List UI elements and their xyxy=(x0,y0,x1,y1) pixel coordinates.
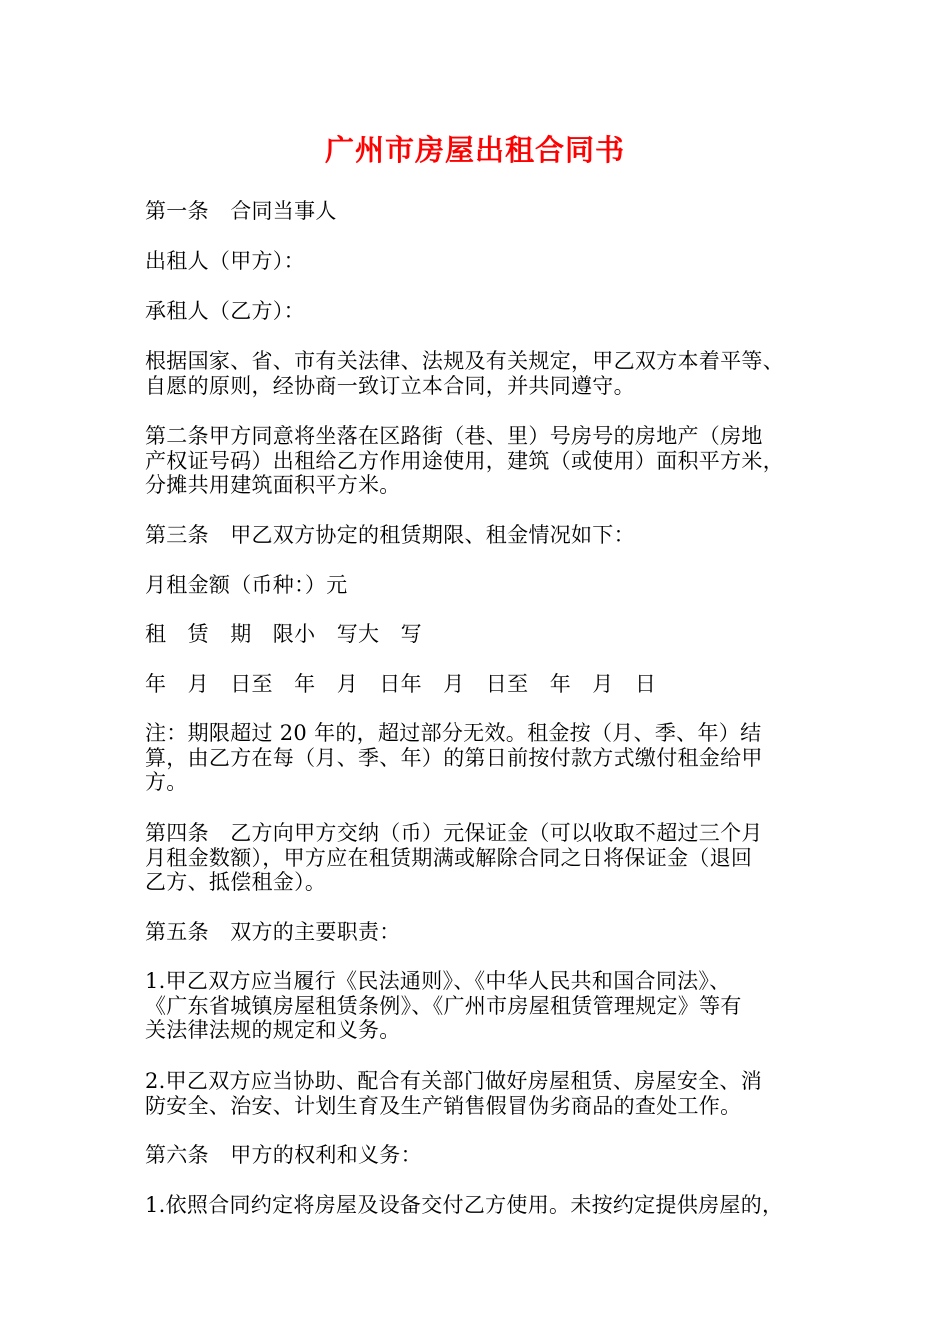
lease-dates-line: 年 月 日至 年 月 日年 月 日至 年 月 日 xyxy=(145,672,657,696)
lessee-field: 承租人（乙方）： xyxy=(145,299,305,323)
monthly-rent-line: 月租金额（币种：）元 xyxy=(145,573,348,597)
document-title: 广州市房屋出租合同书 xyxy=(324,133,625,167)
article-2-paragraph: 第二条甲方同意将坐落在区路街（巷、里）号房号的房地产（房地 产权证号码）出租给乙方作用途使用，建筑（或使用）面积平方米， 分摊共用建筑面积平方米。 xyxy=(145,424,784,497)
article-6-heading: 第六条 甲方的权利和义务： xyxy=(145,1143,422,1167)
article-5-item-2: 2.甲乙双方应当协助、配合有关部门做好房屋租赁、房屋安全、消 防安全、治安、计划生育及生产销售假冒伪劣商品的查处工作。 xyxy=(145,1069,763,1118)
article-5-heading: 第五条 双方的主要职责： xyxy=(145,920,401,944)
article-6-item-1: 1.依照合同约定将房屋及设备交付乙方使用。未按约定提供房屋的， xyxy=(145,1193,784,1217)
article-4-paragraph: 第四条 乙方向甲方交纳（币）元保证金（可以收取不超过三个月 月租金数额），甲方应在租赁期满或解除合同之日将保证金（退回 乙方、抵偿租金）。 xyxy=(145,821,763,894)
lease-term-header-line: 租 赁 期 限小 写大 写 xyxy=(145,622,422,646)
preamble-paragraph: 根据国家、省、市有关法律、法规及有关规定，甲乙双方本着平等、 自愿的原则，经协商一致订立本合同，并共同遵守。 xyxy=(145,349,784,398)
article-5-item-1: 1.甲乙双方应当履行《民法通则》、《中华人民共和国合同法》、 《广东省城镇房屋租赁条例》、《广州市房屋租赁管理规定》等有 关法律法规的规定和义务。 xyxy=(145,969,742,1042)
lessor-field: 出租人（甲方）： xyxy=(145,249,305,273)
note-paragraph: 注：期限超过 20 年的，超过部分无效。租金按（月、季、年）结 算，由乙方在每（月、季、年）的第日前按付款方式缴付租金给甲 方。 xyxy=(145,721,763,794)
article-3-heading: 第三条 甲乙双方协定的租赁期限、租金情况如下： xyxy=(145,523,635,547)
article-1-heading: 第一条 合同当事人 xyxy=(145,199,337,223)
